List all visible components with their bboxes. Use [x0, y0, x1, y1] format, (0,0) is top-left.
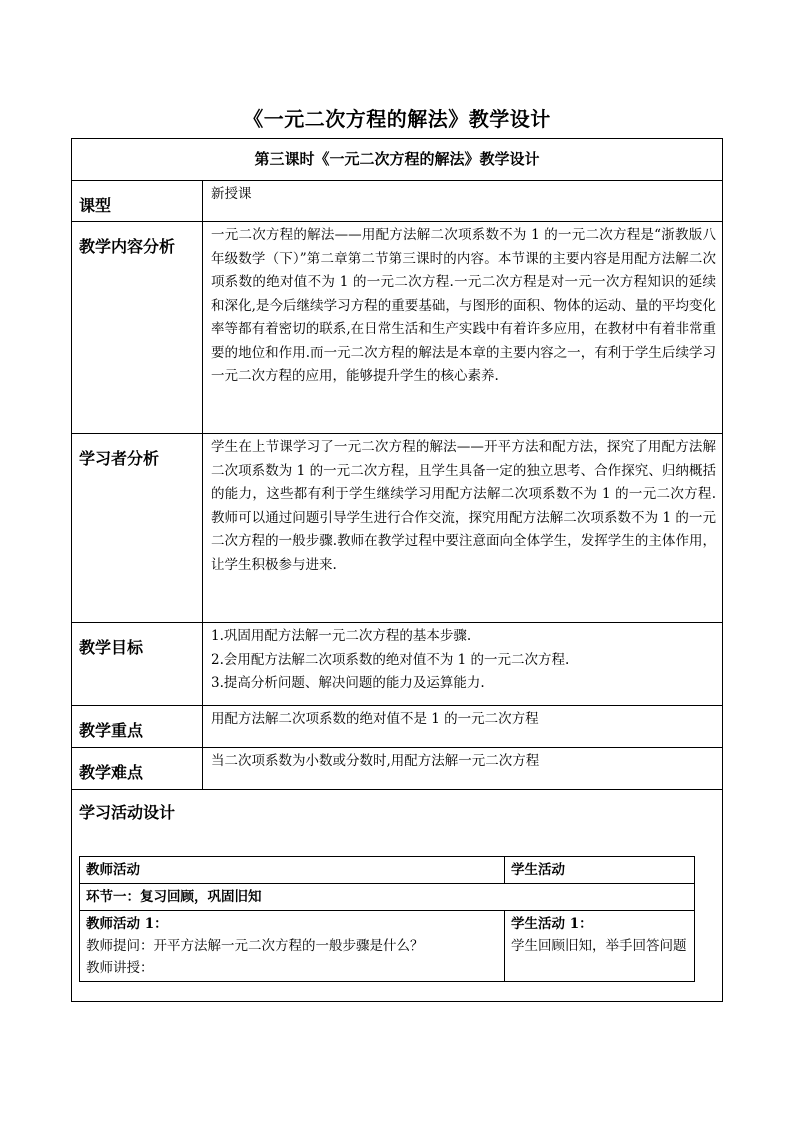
- row-label-content-analysis: 教学内容分析: [72, 222, 203, 434]
- teacher-activity-1-title: 教师活动 1：: [86, 916, 168, 932]
- student-activity-text: 学生回顾旧知，举手回答问题: [511, 938, 687, 954]
- section-one-title: 环节一：复习回顾，巩固旧知: [80, 884, 695, 911]
- student-activity-1-title: 学生活动 1：: [511, 916, 593, 932]
- teacher-lecture: 教师讲授：: [86, 960, 154, 976]
- row-content-learner-analysis: 学生在上节课学习了一元二次方程的解法——开平方法和配方法，探究了用配方法解二次项系数为 1 的一元二次方程，且学生具备一定的独立思考、合作探究、归纳概括的能力，这些都有利于学生继续学习用配方法解二次项系数不为 1 的一元二次方程.教师可以通过问题引导学生进行合作交流，探究用配方法解二次项系数不为 1 的一元二次方程的一般步骤.教师在教学过程中要注意面向全体学生，发挥学生的主体作用，让学生积极参与进来.: [203, 434, 723, 623]
- teacher-activity-1-cell: [80, 911, 505, 982]
- teacher-question: 教师提问：开平方法解一元二次方程的一般步骤是什么？: [86, 938, 424, 954]
- row-content-difficulties: 当二次项系数为小数或分数时,用配方法解一元二次方程: [203, 748, 723, 790]
- row-label-key-points: 教学重点: [72, 706, 203, 748]
- row-label-difficulties: 教学难点: [72, 748, 203, 790]
- lesson-title: 第三课时《一元二次方程的解法》教学设计: [72, 139, 723, 181]
- row-content-type: 新授课: [203, 181, 723, 222]
- activity-design-cell: [72, 790, 723, 1002]
- activity-table: [79, 856, 695, 982]
- row-label-activity-design: 学习活动设计: [79, 803, 176, 822]
- student-activity-1-cell: [505, 911, 695, 982]
- objective-item-2: 2.会用配方法解二次项系数的绝对值不为 1 的一元二次方程.: [211, 651, 570, 668]
- document-title: 《一元二次方程的解法》教学设计: [243, 107, 551, 131]
- row-content-content-analysis: 一元二次方程的解法——用配方法解二次项系数不为 1 的一元二次方程是“浙教版八年级数学（下）”第二章第二节第三课时的内容。本节课的主要内容是用配方法解二次项系数的绝对值不为 1 的一元二次方程.一元二次方程是对一元一次方程知识的延续和深化,是今后继续学习方程的重要基础，与图形的面积、物体的运动、量的平均变化率等都有着密切的联系,在日常生活和生产实践中有着许多应用，在教材中有着非常重要的地位和作用.而一元二次方程的解法是本章的主要内容之一，有利于学生后续学习一元二次方程的应用，能够提升学生的核心素养.: [203, 222, 723, 434]
- objective-item-3: 3.提高分析问题、解决问题的能力及运算能力.: [211, 675, 485, 691]
- row-label-learner-analysis: 学习者分析: [72, 434, 203, 623]
- row-content-objectives: [203, 623, 723, 706]
- lesson-plan-table: [71, 138, 723, 1002]
- objective-item-1: 1.巩固用配方法解一元二次方程的基本步骤.: [211, 628, 472, 644]
- row-label-objectives: 教学目标: [72, 623, 203, 706]
- header-student-activity: 学生活动: [505, 857, 695, 884]
- row-label-type: 课型: [72, 181, 203, 222]
- header-teacher-activity: 教师活动: [80, 857, 505, 884]
- row-content-key-points: 用配方法解二次项系数的绝对值不是 1 的一元二次方程: [203, 706, 723, 748]
